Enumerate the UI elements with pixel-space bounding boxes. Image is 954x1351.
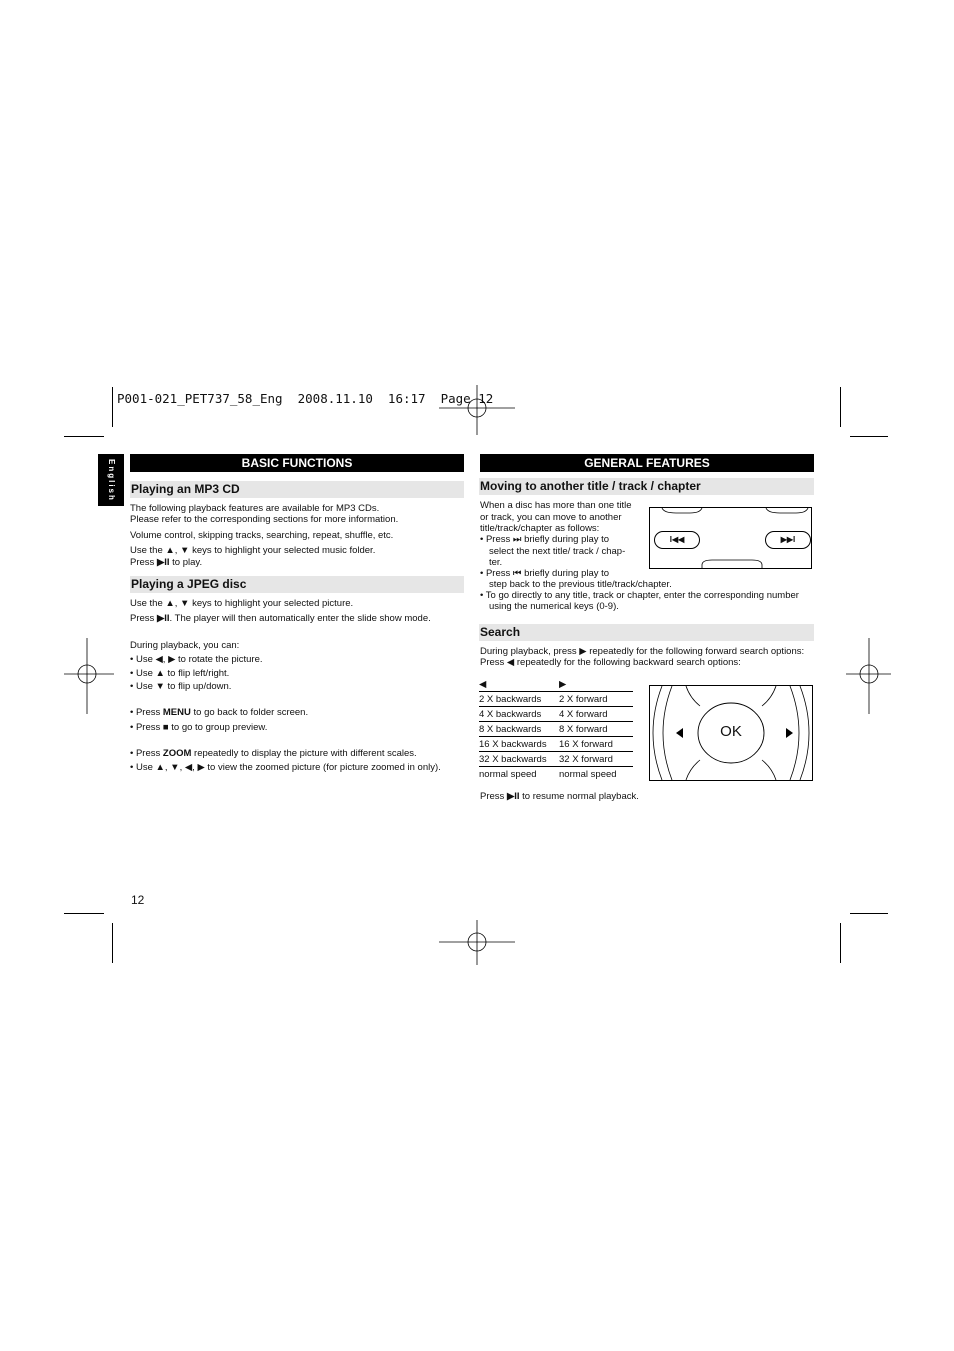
text-fragment: • Press xyxy=(130,707,163,718)
play-pause-key: ▶II xyxy=(506,791,520,802)
mp3-text: Use the ▲, ▼ keys to highlight your selected music folder. xyxy=(130,545,376,556)
moving-text: ter. xyxy=(489,557,503,568)
moving-text: • Press ⏮ briefly during play to xyxy=(480,568,610,579)
backward-column-icon: ◀ xyxy=(479,677,559,692)
language-tab: English xyxy=(98,454,124,506)
jpeg-text: • Use ◀, ▶ to rotate the picture. xyxy=(130,654,263,665)
jpeg-text: • Press ■ to go to group preview. xyxy=(130,722,268,733)
jpeg-text xyxy=(130,748,417,760)
play-pause-key: ▶II xyxy=(156,557,170,568)
table-row xyxy=(479,707,633,722)
heading-playing-mp3: Playing an MP3 CD xyxy=(130,481,464,498)
heading-search: Search xyxy=(479,624,814,641)
text-fragment: • Press xyxy=(130,748,163,759)
table-row xyxy=(479,752,633,767)
moving-text: • Press ⏭ briefly during play to xyxy=(480,534,610,545)
table-cell: 4 X forward xyxy=(559,707,633,722)
moving-text: or track, you can move to another xyxy=(480,512,622,523)
table-cell: 32 X forward xyxy=(559,752,633,767)
registration-mark-icon xyxy=(437,920,517,965)
menu-key: MENU xyxy=(162,707,191,718)
remote-skip-illustration xyxy=(649,507,812,569)
crop-mark xyxy=(840,923,841,963)
jpeg-text xyxy=(130,707,308,719)
jpeg-text: During playback, you can: xyxy=(130,640,240,651)
table-cell: 16 X forward xyxy=(559,737,633,752)
crop-mark xyxy=(850,913,888,914)
mp3-text: Volume control, skipping tracks, searching, repeat, shuffle, etc. xyxy=(130,530,394,541)
table-header-row xyxy=(479,677,633,692)
mp3-text xyxy=(130,557,202,569)
crop-mark xyxy=(850,436,888,437)
table-row xyxy=(479,722,633,737)
table-cell: normal speed xyxy=(479,769,537,780)
moving-text: using the numerical keys (0-9). xyxy=(489,601,619,612)
right-arrow-icon xyxy=(786,728,793,738)
mp3-text: Please refer to the corresponding sections for more information. xyxy=(130,514,399,525)
forward-column-icon: ▶ xyxy=(559,677,633,692)
jpeg-text: Use the ▲, ▼ keys to highlight your selected picture. xyxy=(130,598,354,609)
registration-mark-icon xyxy=(437,385,517,435)
search-text: Press ◀ repeatedly for the following backward search options: xyxy=(480,657,741,668)
navigation-pad-illustration xyxy=(649,685,813,781)
left-arrow-icon xyxy=(676,728,683,738)
moving-text: step back to the previous title/track/chapter. xyxy=(489,579,672,590)
previous-button xyxy=(654,531,700,549)
jpeg-text: • Use ▲, ▼, ◀, ▶ to view the zoomed picture (for picture zoomed in only). xyxy=(130,762,441,773)
table-cell: 8 X forward xyxy=(559,722,633,737)
table-cell: 8 X backwards xyxy=(479,722,559,737)
jpeg-text: • Use ▲ to flip left/right. xyxy=(130,668,230,679)
crop-mark xyxy=(840,387,841,427)
text-fragment: to resume normal playback. xyxy=(519,791,639,802)
mp3-text: The following playback features are available for MP3 CDs. xyxy=(130,503,380,514)
section-title-general-features: GENERAL FEATURES xyxy=(480,454,814,472)
crop-mark xyxy=(64,913,104,914)
text-fragment: repeatedly to display the picture with different scales. xyxy=(191,748,417,759)
text-fragment: Press xyxy=(130,557,157,568)
zoom-key: ZOOM xyxy=(162,748,192,759)
skip-back-icon: I◀◀ xyxy=(669,535,685,544)
skip-forward-icon: ▶▶I xyxy=(780,535,796,544)
jpeg-text xyxy=(130,613,431,625)
heading-playing-jpeg: Playing a JPEG disc xyxy=(130,576,464,593)
table-row xyxy=(479,692,633,707)
heading-moving: Moving to another title / track / chapter xyxy=(479,478,814,495)
table-row xyxy=(479,767,633,782)
table-cell: normal speed xyxy=(559,769,617,780)
crop-mark xyxy=(64,436,104,437)
crop-mark xyxy=(112,923,113,963)
table-row xyxy=(479,737,633,752)
jpeg-text: • Use ▼ to flip up/down. xyxy=(130,681,232,692)
text-fragment: to go back to folder screen. xyxy=(190,707,309,718)
table-cell: 2 X backwards xyxy=(479,692,559,707)
search-text: During playback, press ▶ repeatedly for the following forward search options: xyxy=(480,646,805,657)
text-fragment: Press xyxy=(130,613,157,624)
text-fragment: . The player will then automatically enter the slide show mode. xyxy=(169,613,431,624)
moving-text: select the next title/ track / chap- xyxy=(489,546,626,557)
moving-text: When a disc has more than one title xyxy=(480,500,632,511)
text-fragment: to play. xyxy=(169,557,203,568)
next-button xyxy=(765,531,811,549)
print-header: P001-021_PET737_58_Eng 2008.11.10 16:17 Page 12 xyxy=(117,391,494,406)
play-pause-key: ▶II xyxy=(156,613,170,624)
registration-mark-icon xyxy=(846,636,896,716)
ok-button-label: OK xyxy=(720,723,742,740)
section-title-basic-functions: BASIC FUNCTIONS xyxy=(130,454,464,472)
moving-text: title/track/chapter as follows: xyxy=(480,523,600,534)
moving-text: • To go directly to any title, track or chapter, enter the corresponding number xyxy=(480,590,799,601)
registration-mark-icon xyxy=(64,636,114,716)
table-cell: 32 X backwards xyxy=(479,752,559,767)
search-speed-table xyxy=(479,677,633,781)
table-cell: 4 X backwards xyxy=(479,707,559,722)
page-number: 12 xyxy=(131,893,145,907)
text-fragment: Press xyxy=(480,791,507,802)
table-cell: 16 X backwards xyxy=(479,737,559,752)
resume-text xyxy=(480,791,639,803)
crop-mark xyxy=(112,387,113,427)
table-cell: 2 X forward xyxy=(559,692,633,707)
